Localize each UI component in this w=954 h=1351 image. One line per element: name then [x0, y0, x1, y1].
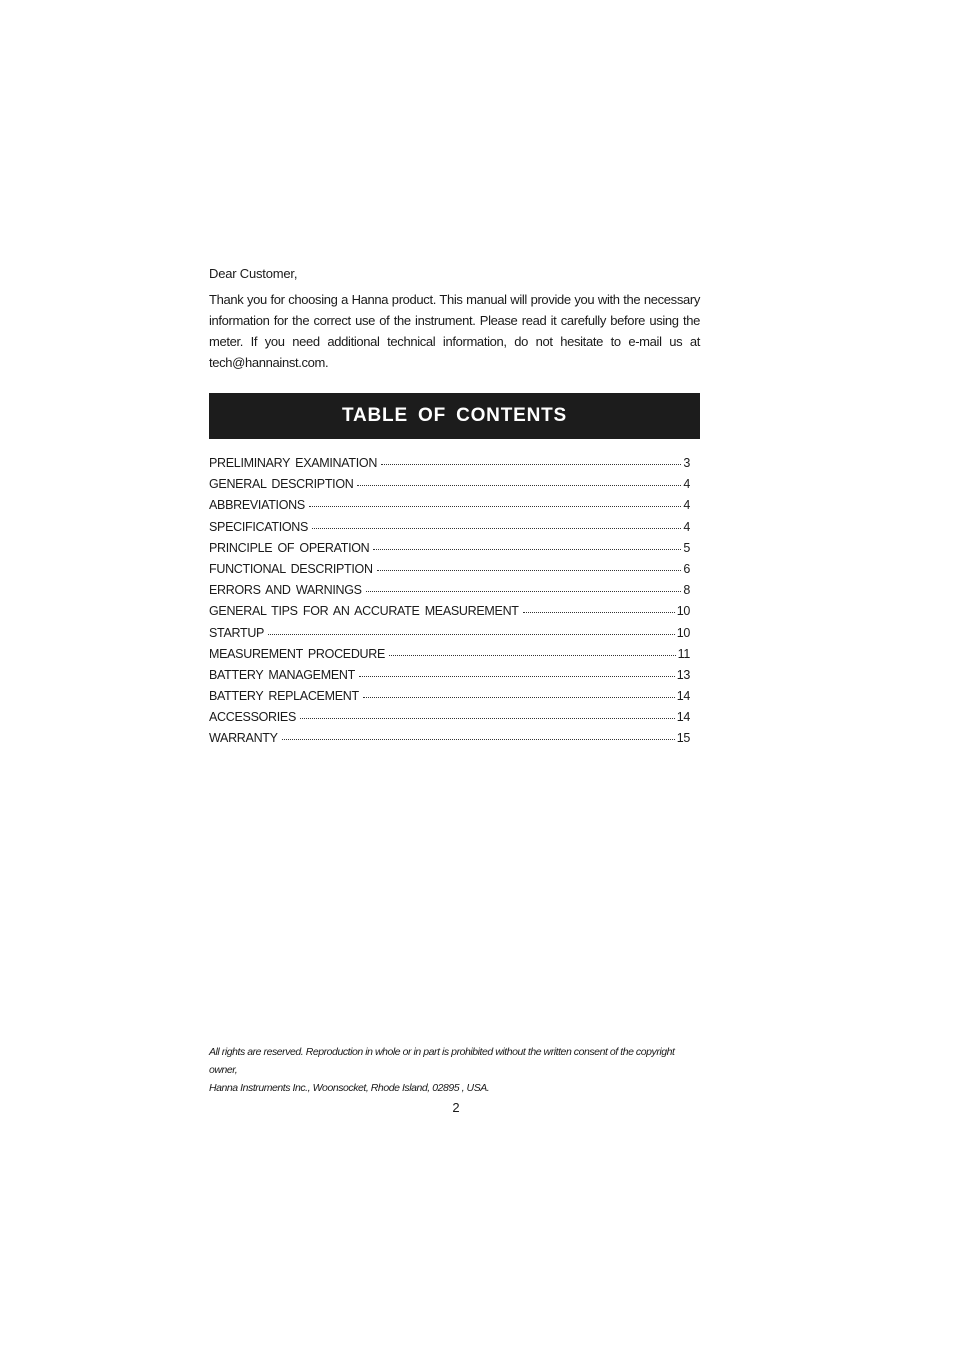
toc-item-abbreviations[interactable] [209, 495, 690, 516]
toc-item-label: MEASUREMENT PROCEDURE [209, 646, 386, 661]
toc-leader-dots [523, 601, 675, 615]
toc-item-page: 10 [676, 604, 690, 619]
toc-item-page: 15 [676, 731, 690, 746]
toc-item-functional-description[interactable] [209, 559, 690, 580]
toc-title: TABLE OF CONTENTS [342, 405, 567, 426]
toc-item-specifications[interactable] [209, 517, 690, 538]
toc-item-label: ABBREVIATIONS [209, 498, 305, 513]
toc-item-label: WARRANTY [209, 731, 278, 746]
toc-item-accessories[interactable] [209, 707, 690, 728]
toc-leader-dots [268, 623, 675, 637]
toc-item-page: 4 [683, 519, 690, 534]
copyright-line-1: All rights are reserved. Reproduction in whole or in part is prohibited without the written consent of the copyright owner, [209, 1046, 675, 1076]
intro-paragraph: Thank you for choosing a Hanna product. This manual will provide you with the necessary information for the correct use of the instrument. Please read it carefully before using the meter. If you need additional technical information, do not hesitate to e-mail us at tech@hannainst.com. [209, 292, 700, 370]
toc-item-label: ACCESSORIES [209, 710, 297, 725]
toc-item-page: 11 [677, 646, 690, 661]
toc-item-measurement-procedure[interactable] [209, 644, 690, 665]
toc-banner [209, 393, 700, 439]
toc-item-label: STARTUP [209, 625, 265, 640]
greeting: Dear Customer, [209, 266, 298, 281]
toc-leader-dots [377, 559, 682, 573]
page-number: 2 [452, 1100, 460, 1115]
toc-leader-dots [359, 665, 675, 679]
toc-leader-dots [373, 538, 681, 552]
toc-item-battery-replacement[interactable] [209, 686, 690, 707]
toc-item-page: 4 [683, 477, 690, 492]
toc-item-page: 14 [676, 689, 690, 704]
toc-leader-dots [309, 495, 681, 509]
toc-leader-dots [363, 686, 675, 700]
toc-item-label: GENERAL TIPS FOR AN ACCURATE MEASUREMENT [209, 604, 519, 619]
toc-item-startup[interactable] [209, 623, 690, 644]
toc-item-label: FUNCTIONAL DESCRIPTION [209, 561, 373, 576]
toc-item-page: 6 [683, 561, 690, 576]
toc-item-page: 10 [676, 625, 690, 640]
toc-item-principle-of-operation[interactable] [209, 538, 690, 559]
toc-leader-dots [389, 644, 676, 658]
toc-item-label: BATTERY MANAGEMENT [209, 667, 355, 682]
toc-item-page: 3 [683, 456, 690, 470]
toc-item-preliminary-examination[interactable] [209, 453, 690, 474]
toc-leader-dots [312, 517, 681, 531]
toc-item-page: 13 [676, 667, 690, 682]
toc-item-battery-management[interactable] [209, 665, 690, 686]
toc-item-general-description[interactable] [209, 474, 690, 495]
toc-item-label: PRINCIPLE OF OPERATION [209, 540, 370, 555]
toc-item-page: 4 [683, 498, 690, 513]
toc-leader-dots [381, 453, 681, 467]
toc-leader-dots [282, 728, 675, 742]
toc-leader-dots [357, 474, 681, 488]
toc-item-page: 8 [683, 583, 690, 598]
letter-section [209, 265, 700, 373]
toc-list [209, 453, 690, 750]
toc-item-label: BATTERY REPLACEMENT [209, 689, 359, 704]
toc-item-warranty[interactable] [209, 728, 690, 749]
toc-leader-dots [300, 707, 675, 721]
toc-item-errors-and-warnings[interactable] [209, 580, 690, 601]
toc-item-label: PRELIMINARY EXAMINATION [209, 456, 378, 470]
copyright-line-2: Hanna Instruments Inc., Woonsocket, Rhode Island, 02895 , USA. [209, 1082, 490, 1094]
toc-item-page: 14 [676, 710, 690, 725]
toc-item-label: ERRORS AND WARNINGS [209, 583, 362, 598]
copyright-notice [209, 1043, 704, 1097]
toc-leader-dots [366, 580, 682, 594]
toc-item-label: SPECIFICATIONS [209, 519, 309, 534]
toc-item-page: 5 [683, 540, 690, 555]
toc-item-general-tips[interactable] [209, 601, 690, 622]
toc-item-label: GENERAL DESCRIPTION [209, 477, 354, 492]
